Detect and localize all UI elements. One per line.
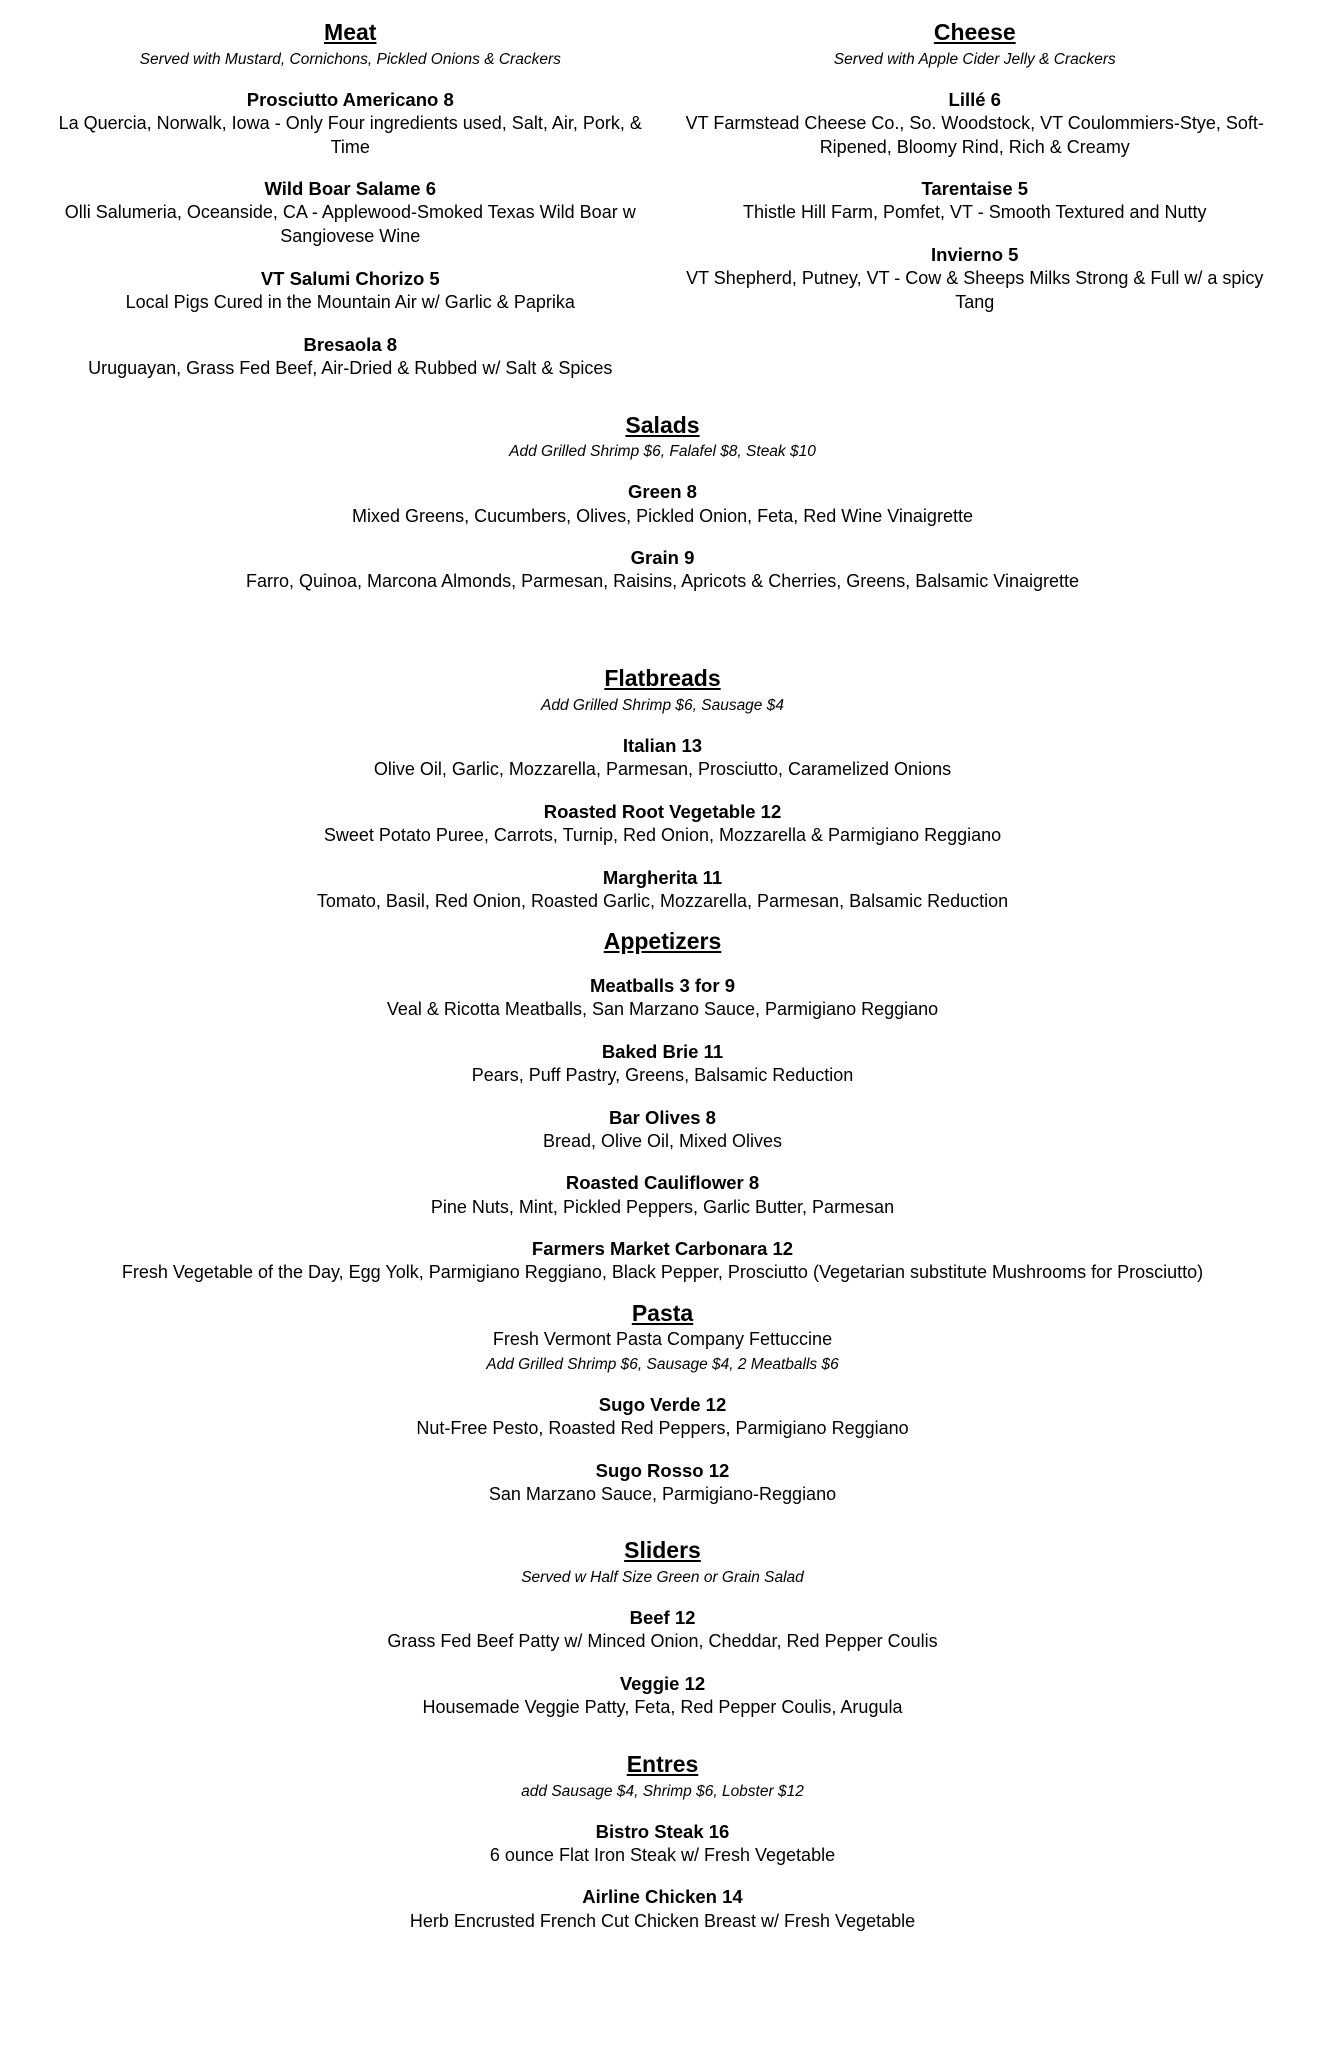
section-subtitle-sliders: Served w Half Size Green or Grain Salad: [521, 1569, 804, 1587]
menu-item: [55, 177, 646, 249]
section-subtitle-pasta: Add Grilled Shrimp $6, Sausage $4, 2 Meatballs $6: [486, 1355, 839, 1373]
menu-item-name: Invierno 5: [931, 244, 1019, 266]
menu-item-name: Green 8: [628, 481, 697, 503]
menu-item-description: VT Farmstead Cheese Co., So. Woodstock, VT Coulommiers-Stye, Soft-Ripened, Bloomy Rind, Rich & Creamy: [685, 112, 1264, 157]
menu-item: [55, 800, 1270, 848]
flatbreads-section: [55, 664, 1270, 913]
menu-item-description: Pears, Puff Pastry, Greens, Balsamic Reduction: [471, 1064, 854, 1085]
menu-item: [55, 1820, 1270, 1868]
menu-item-description: Fresh Vegetable of the Day, Egg Yolk, Parmigiano Reggiano, Black Pepper, Prosciutto (Vegetarian substitute Mushrooms for Prosciutto): [121, 1262, 1204, 1283]
menu-item-description: La Quercia, Norwalk, Iowa - Only Four ingredients used, Salt, Air, Pork, & Time: [58, 112, 642, 157]
menu-item-name: Veggie 12: [619, 1673, 706, 1694]
section-title-cheese: Cheese: [933, 19, 1016, 45]
menu-item-description: Bread, Olive Oil, Mixed Olives: [542, 1130, 783, 1151]
menu-item-description: Mixed Greens, Cucumbers, Olives, Pickled Onion, Feta, Red Wine Vinaigrette: [352, 505, 973, 526]
menu-item-name: VT Salumi Chorizo 5: [260, 267, 440, 289]
section-subtitle-flatbreads: Add Grilled Shrimp $6, Sausage $4: [541, 696, 784, 714]
menu-item: [680, 243, 1271, 315]
menu-item-name: Grain 9: [630, 547, 695, 569]
section-title-salads: Salads: [625, 411, 700, 438]
menu-item-name: Baked Brie 11: [601, 1040, 724, 1062]
section-title-meat: Meat: [324, 19, 377, 45]
menu-item: [55, 734, 1270, 782]
menu-item: [55, 1393, 1270, 1441]
section-title-flatbreads: Flatbreads: [604, 665, 721, 692]
section-title-pasta: Pasta: [631, 1300, 694, 1327]
menu-item: [55, 333, 646, 381]
sliders-section: [55, 1536, 1270, 1719]
menu-item-name: Bar Olives 8: [609, 1106, 716, 1128]
menu-item-description: Veal & Ricotta Meatballs, San Marzano Sauce, Parmigiano Reggiano: [386, 999, 939, 1020]
section-subtitle-salads: Add Grilled Shrimp $6, Falafel $8, Steak $10: [509, 443, 816, 461]
menu-item-description: Farro, Quinoa, Marcona Almonds, Parmesan, Raisins, Apricots & Cherries, Greens, Balsamic Vinaigrette: [245, 571, 1080, 592]
menu-item-description: 6 ounce Flat Iron Steak w/ Fresh Vegetable: [489, 1844, 836, 1865]
section-subtitle-meat: Served with Mustard, Cornichons, Pickled Onions & Crackers: [139, 50, 561, 68]
menu-item-name: Sugo Verde 12: [598, 1393, 727, 1415]
menu-item: [55, 88, 646, 160]
menu-item-description: Nut-Free Pesto, Roasted Red Peppers, Parmigiano Reggiano: [416, 1417, 909, 1438]
menu-item-name: Wild Boar Salame 6: [264, 178, 437, 200]
menu-item-name: Italian 13: [622, 734, 703, 756]
menu-item-description: Housemade Veggie Patty, Feta, Red Pepper Coulis, Arugula: [422, 1697, 903, 1718]
menu-item: [55, 1459, 1270, 1507]
menu-item-description: Olli Salumeria, Oceanside, CA - Applewood-Smoked Texas Wild Boar w Sangiovese Wine: [64, 202, 636, 247]
menu-item-name: Beef 12: [629, 1607, 696, 1629]
menu-item-name: Sugo Rosso 12: [595, 1459, 730, 1481]
menu-item: [55, 1106, 1270, 1154]
menu-item-description: VT Shepherd, Putney, VT - Cow & Sheeps Milks Strong & Full w/ a spicy Tang: [686, 268, 1264, 313]
menu-item-name: Lillé 6: [948, 88, 1001, 110]
menu-item: [55, 866, 1270, 914]
menu-item-name: Margherita 11: [602, 866, 723, 888]
menu-item: [55, 1885, 1270, 1933]
menu-item-description: Olive Oil, Garlic, Mozzarella, Parmesan, Prosciutto, Caramelized Onions: [373, 759, 952, 779]
menu-item-name: Prosciutto Americano 8: [246, 88, 454, 110]
menu-item-description: Grass Fed Beef Patty w/ Minced Onion, Cheddar, Red Pepper Coulis: [387, 1631, 938, 1652]
menu-item-description: Thistle Hill Farm, Pomfet, VT - Smooth Textured and Nutty: [743, 202, 1207, 223]
menu-item-description: Local Pigs Cured in the Mountain Air w/ Garlic & Paprika: [125, 292, 575, 313]
menu-item-description: San Marzano Sauce, Parmigiano-Reggiano: [488, 1483, 837, 1504]
menu-item-description: Pine Nuts, Mint, Pickled Peppers, Garlic Butter, Parmesan: [430, 1196, 895, 1217]
menu-item-description: Uruguayan, Grass Fed Beef, Air-Dried & Rubbed w/ Salt & Spices: [88, 357, 613, 378]
menu-item: [55, 1237, 1270, 1285]
menu-item: [55, 1672, 1270, 1720]
section-title-entres: Entres: [626, 1750, 699, 1777]
menu-item: [680, 177, 1271, 225]
cheese-section: [680, 18, 1271, 315]
pasta-section: [55, 1299, 1270, 1506]
menu-item: [680, 88, 1271, 160]
pasta-lead-text: Fresh Vermont Pasta Company Fettuccine: [492, 1328, 833, 1349]
menu-item-description: Sweet Potato Puree, Carrots, Turnip, Red Onion, Mozzarella & Parmigiano Reggiano: [323, 824, 1002, 845]
meat-section: [55, 18, 646, 381]
menu-item: [55, 480, 1270, 528]
menu-item: [55, 1171, 1270, 1219]
section-title-sliders: Sliders: [624, 1537, 701, 1564]
menu-item: [55, 267, 646, 315]
menu-item-name: Bistro Steak 16: [595, 1820, 730, 1842]
menu-item: [55, 546, 1270, 594]
menu-item-name: Roasted Cauliflower 8: [565, 1172, 760, 1194]
salads-section: [55, 411, 1270, 594]
menu-item-name: Farmers Market Carbonara 12: [531, 1238, 794, 1260]
section-title-appetizers: Appetizers: [603, 928, 722, 955]
section-spacer: [55, 594, 1270, 634]
section-subtitle-cheese: Served with Apple Cider Jelly & Crackers: [833, 50, 1116, 68]
entres-section: [55, 1750, 1270, 1933]
appetizers-section: [55, 927, 1270, 1285]
meat-cheese-columns: [55, 18, 1270, 381]
menu-item: [55, 1040, 1270, 1088]
menu-item: [55, 974, 1270, 1022]
menu-item-name: Airline Chicken 14: [582, 1886, 743, 1908]
menu-item-name: Roasted Root Vegetable 12: [543, 800, 782, 822]
menu-item-name: Meatballs 3 for 9: [590, 975, 735, 997]
section-subtitle-entres: add Sausage $4, Shrimp $6, Lobster $12: [521, 1782, 804, 1800]
menu-item-description: Tomato, Basil, Red Onion, Roasted Garlic, Mozzarella, Parmesan, Balsamic Reduction: [316, 890, 1009, 911]
menu-item-description: Herb Encrusted French Cut Chicken Breast w/ Fresh Vegetable: [409, 1910, 916, 1931]
menu-item-name: Bresaola 8: [303, 333, 398, 355]
menu-item-name: Tarentaise 5: [921, 178, 1029, 200]
menu-item: [55, 1606, 1270, 1654]
